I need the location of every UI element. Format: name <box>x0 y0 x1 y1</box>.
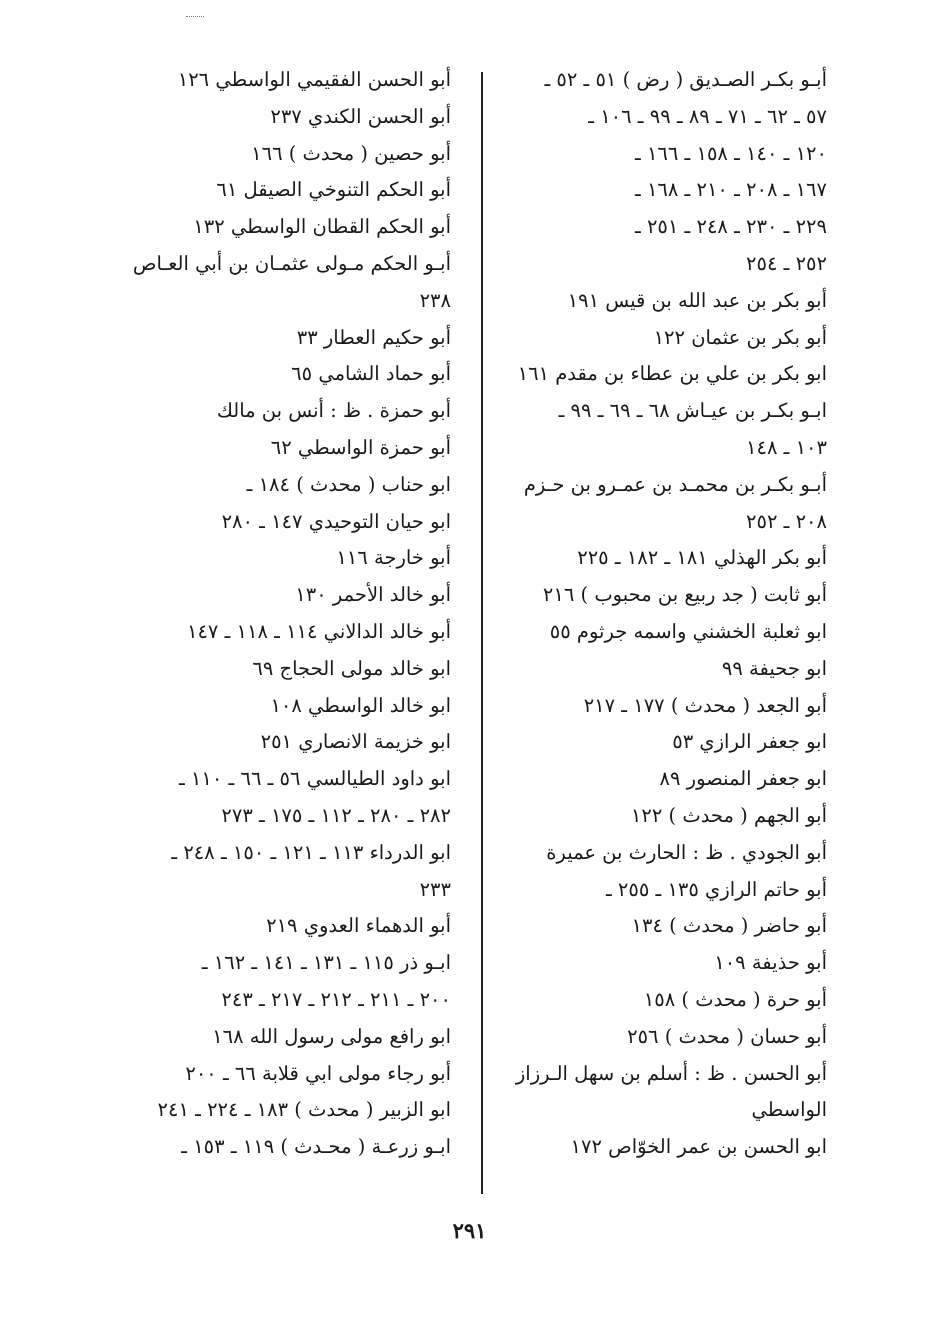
index-entry: ابو خزيمة الانصاري ٢٥١ <box>260 730 451 754</box>
index-entry-continuation: ٢٥٢ ـ ٢٥٤ <box>746 251 827 275</box>
index-entry: أبو حكيم العطار ٣٣ <box>296 325 451 349</box>
index-entry: ابو خالد مولى الحجاج ٦٩ <box>252 656 451 680</box>
right-index-column <box>481 62 827 1166</box>
index-entry: ابو ثعلبة الخشني واسمه جرثوم ٥٥ <box>549 619 827 643</box>
index-entry: أبو الحكم التنوخي الصيقل ٦١ <box>216 178 451 202</box>
index-entry-continuation: ١٦٧ ـ ٢٠٨ ـ ٢١٠ ـ ١٦٨ ـ <box>635 178 827 202</box>
index-entry: أبـو الحكم مـولى عثمـان بن أبي العـاص <box>132 251 451 275</box>
index-entry: أبو رجاء مولى ابي قلابة ٦٦ ـ ٢٠٠ <box>185 1061 451 1085</box>
index-entry: ابـو ذر ١١٥ ـ ١٣١ ـ ١٤١ ـ ١٦٢ ـ <box>201 951 451 975</box>
index-entry: ابو حناب ( محدث ) ١٨٤ ـ <box>246 472 451 496</box>
index-entry: أبو حذيفة ١٠٩ <box>714 951 827 975</box>
index-entry: أبو الحكم القطان الواسطي ١٣٢ <box>193 215 451 239</box>
index-entry-continuation: ١٢٠ ـ ١٤٠ ـ ١٥٨ ـ ١٦٦ ـ <box>635 141 827 165</box>
index-entry: أبو حاتم الرازي ١٣٥ ـ ٢٥٥ ـ <box>605 877 827 901</box>
column-divider <box>481 72 483 1194</box>
index-entry: ابو الحسن بن عمر الخوّاص ١٧٢ <box>570 1135 827 1159</box>
index-entry: أبو الحسن . ظ : أسلم بن سهل الـرزاز <box>515 1061 827 1085</box>
index-entry: ابـو بكـر بن عيـاش ٦٨ ـ ٦٩ ـ ٩٩ ـ <box>558 399 827 423</box>
page-number: ٢٩١ <box>452 1218 487 1243</box>
index-entry-continuation: ٢٨٢ ـ ٢٨٠ ـ ١١٢ ـ ١٧٥ ـ ٢٧٣ <box>221 803 451 827</box>
index-entry-continuation: ١٠٣ ـ ١٤٨ <box>746 435 827 459</box>
index-entry: ابو حيان التوحيدي ١٤٧ ـ ٢٨٠ <box>221 509 451 533</box>
index-entry: أبو الحسن الفقيمي الواسطي ١٢٦ <box>177 68 451 91</box>
index-entry: أبو الجعد ( محدث ) ١٧٧ ـ ٢١٧ <box>583 693 827 717</box>
index-entry: أبو الحسن الكندي ٢٣٧ <box>270 104 451 128</box>
index-entry: أبو بكر بن عثمان ١٢٢ <box>653 325 827 349</box>
index-entry: أبو ثابت ( جد ربيع بن محبوب ) ٢١٦ <box>542 583 827 607</box>
index-entry: أبو خارجة ١١٦ <box>336 546 451 570</box>
index-entry: ابو جعفر المنصور ٨٩ <box>659 767 827 791</box>
index-entry: ابو بكر بن علي بن عطاء بن مقدم ١٦١ <box>517 362 827 386</box>
index-entry: ابو جحيفة ٩٩ <box>721 656 827 680</box>
index-entry: أبو بكر بن عبد الله بن قيس ١٩١ <box>567 288 827 312</box>
index-entry-continuation: ٢٣٣ <box>419 877 451 901</box>
index-entry: ابو جعفر الرازي ٥٣ <box>672 730 827 754</box>
index-entry: أبو خالد الدالاني ١١٤ ـ ١١٨ ـ ١٤٧ <box>186 619 451 643</box>
index-entry: أبو خالد الأحمر ١٣٠ <box>295 583 451 607</box>
index-entry: ابو رافع مولى رسول الله ١٦٨ <box>212 1024 451 1048</box>
index-entry: أبو الجهم ( محدث ) ١٢٢ <box>630 803 827 827</box>
index-entry-continuation: الواسطي <box>751 1098 827 1122</box>
index-entry: أبو الجودي . ظ : الحارث بن عميرة <box>546 840 827 864</box>
index-entry-continuation: ٢٢٩ ـ ٢٣٠ ـ ٢٤٨ ـ ٢٥١ ـ <box>635 215 827 239</box>
index-entry: أبـو بكـر بن محمـد بن عمـرو بن حـزم <box>523 472 827 496</box>
scan-speck <box>186 16 204 19</box>
index-entry: ابو خالد الواسطي ١٠٨ <box>270 693 451 717</box>
index-entry: أبو حماد الشامي ٦٥ <box>291 362 451 386</box>
left-index-column <box>132 62 451 1166</box>
index-entry: أبو حاضر ( محدث ) ١٣٤ <box>631 914 827 938</box>
index-entry: أبو حرة ( محدث ) ١٥٨ <box>643 987 827 1011</box>
index-entry-continuation: ٢٣٨ <box>419 288 451 312</box>
index-entry: أبو الدهماء العدوي ٢١٩ <box>266 914 451 938</box>
index-entry: ابـو زرعـة ( محـدث ) ١١٩ ـ ١٥٣ ـ <box>181 1135 451 1159</box>
index-entry-continuation: ٢٠٠ ـ ٢١١ ـ ٢١٢ ـ ٢١٧ ـ ٢٤٣ <box>221 987 451 1011</box>
index-entry: أبو حسان ( محدث ) ٢٥٦ <box>627 1024 827 1048</box>
index-entry: أبـو بكـر الصـديق ( رض ) ٥١ ـ ٥٢ ـ <box>544 68 827 91</box>
index-entry: أبو بكر الهذلي ١٨١ ـ ١٨٢ ـ ٢٢٥ <box>577 546 827 570</box>
index-entry-continuation: ٥٧ ـ ٦٢ ـ ٧١ ـ ٨٩ ـ ٩٩ ـ ١٠٦ ـ <box>588 104 827 128</box>
index-entry: ابو الزبير ( محدث ) ١٨٣ ـ ٢٢٤ ـ ٢٤١ <box>157 1098 451 1122</box>
index-entry: أبو حمزة . ظ : أنس بن مالك <box>216 399 451 423</box>
index-entry: ابو الدرداء ١١٣ ـ ١٢١ ـ ١٥٠ ـ ٢٤٨ ـ <box>171 840 451 864</box>
index-entry: أبو حصين ( محدث ) ١٦٦ <box>251 141 451 165</box>
index-entry-continuation: ٢٠٨ ـ ٢٥٢ <box>746 509 827 533</box>
index-entry: أبو حمزة الواسطي ٦٢ <box>270 435 451 459</box>
index-entry: ابو داود الطيالسي ٥٦ ـ ٦٦ ـ ١١٠ ـ <box>179 767 451 791</box>
